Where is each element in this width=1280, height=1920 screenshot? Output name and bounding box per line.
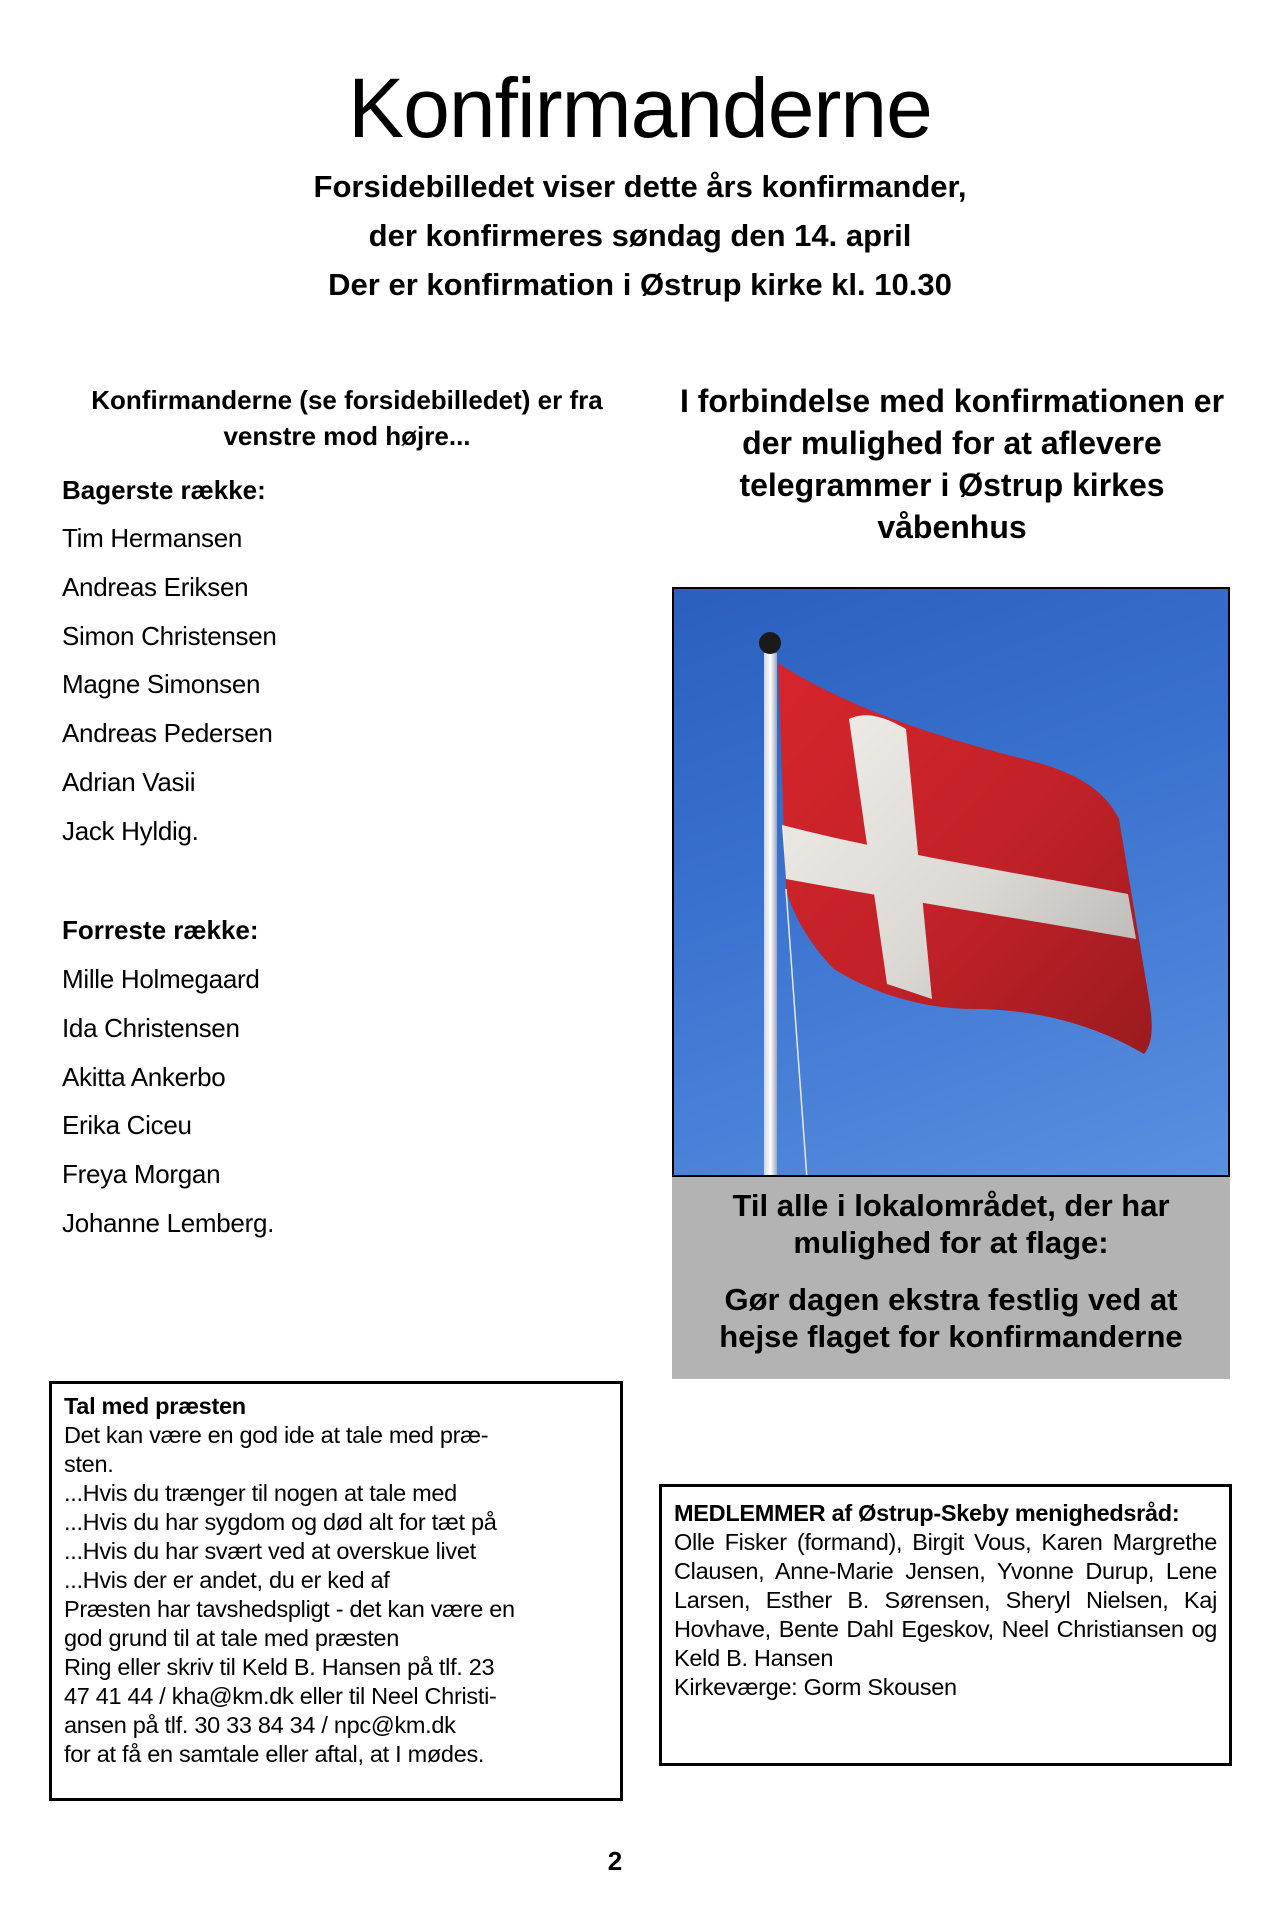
back-row-list <box>62 514 277 856</box>
back-row-name: Andreas Pedersen <box>62 718 273 749</box>
priest-box-heading: Tal med præsten <box>64 1393 246 1419</box>
front-row-heading: Forreste række: <box>62 915 259 945</box>
priest-box-line: Det kan være en god ide at tale med præ- <box>64 1422 489 1448</box>
back-row-name: Simon Christensen <box>62 620 277 651</box>
priest-box-line: ansen på tlf. 30 33 84 34 / npc@km.dk <box>64 1712 456 1738</box>
priest-box-line: Præsten har tavshedspligt - det kan være en <box>64 1596 515 1622</box>
back-row-heading: Bagerste række: <box>62 475 266 505</box>
priest-box-line: 47 41 44 / kha@km.dk eller til Neel Christi- <box>64 1683 497 1709</box>
front-row-name: Mille Holmegaard <box>62 964 260 994</box>
priest-box-line: Ring eller skriv til Keld B. Hansen på tlf. 23 <box>64 1654 495 1680</box>
flag-card <box>672 587 1230 1379</box>
pole-finial <box>759 632 781 654</box>
parish-council-box <box>659 1484 1232 1766</box>
front-row-name: Freya Morgan <box>62 1159 221 1190</box>
flag-shading <box>778 663 1152 1054</box>
telegram-notice: I forbindelse med konfirmationen er der mulighed for at aflevere telegrammer i Østrup kirkes våbenhus <box>679 383 1225 545</box>
front-row-name: Johanne Lemberg. <box>62 1207 275 1238</box>
page-number: 2 <box>607 1846 623 1876</box>
front-row-name: Ida Christensen <box>62 1012 240 1043</box>
front-row-name: Akitta Ankerbo <box>62 1061 226 1092</box>
back-row-name: Magne Simonsen <box>62 669 261 700</box>
front-row-list <box>62 955 274 1248</box>
council-members: Olle Fisker (formand), Birgit Vous, Karen Margrethe Clausen, Anne-Marie Jensen, Yvonne Durup, Lene Larsen, Esther B. Sørensen, Sheryl Nielsen, Kaj Hovhave, Bente Dahl Egeskov, Neel Christiansen og Keld B. Hansen <box>674 1529 1217 1671</box>
page-title: Konfirmanderne <box>348 61 932 155</box>
back-row-name: Adrian Vasii <box>62 766 196 797</box>
priest-box-line: ...Hvis der er andet, du er ked af <box>64 1567 390 1593</box>
priest-box-line: god grund til at tale med præsten <box>64 1625 399 1651</box>
flagpole <box>764 653 777 1175</box>
back-row-name: Andreas Eriksen <box>62 571 249 602</box>
priest-box-line: ...Hvis du har svært ved at overskue livet <box>64 1538 476 1564</box>
confirmands-intro: Konfirmanderne (se forsidebilledet) er fra venstre mod højre... <box>91 385 603 451</box>
back-row-name: Tim Hermansen <box>62 523 243 553</box>
priest-box-line: ...Hvis du trænger til nogen at tale med <box>64 1480 457 1506</box>
front-row-name: Erika Ciceu <box>62 1110 192 1141</box>
subtitle-line-3: Der er konfirmation i Østrup kirke kl. 10.30 <box>328 267 952 302</box>
priest-box-line: sten. <box>64 1451 114 1477</box>
priest-box-line: for at få en samtale eller aftal, at I mødes. <box>64 1741 485 1767</box>
churchwarden: Kirkeværge: Gorm Skousen <box>674 1674 957 1700</box>
council-heading: MEDLEMMER af Østrup-Skeby menighedsråd: <box>674 1500 1180 1526</box>
flag-caption-call: Gør dagen ekstra festlig ved at hejse flaget for konfirmanderne <box>719 1282 1183 1354</box>
flagpole-illustration <box>674 589 1228 1175</box>
talk-with-priest-box <box>49 1381 623 1801</box>
back-row-name: Jack Hyldig. <box>62 815 199 846</box>
flag-rope <box>786 889 807 1175</box>
subtitle-line-2: der konfirmeres søndag den 14. april <box>368 218 912 253</box>
subtitle-line-1: Forsidebilledet viser dette års konfirmander, <box>313 169 967 204</box>
flag-caption <box>672 1177 1230 1379</box>
danish-flag-image <box>672 587 1230 1177</box>
flag-caption-invite: Til alle i lokalområdet, der har mulighed for at flage: <box>732 1188 1170 1260</box>
priest-box-line: ...Hvis du har sygdom og død alt for tæt på <box>64 1509 497 1535</box>
